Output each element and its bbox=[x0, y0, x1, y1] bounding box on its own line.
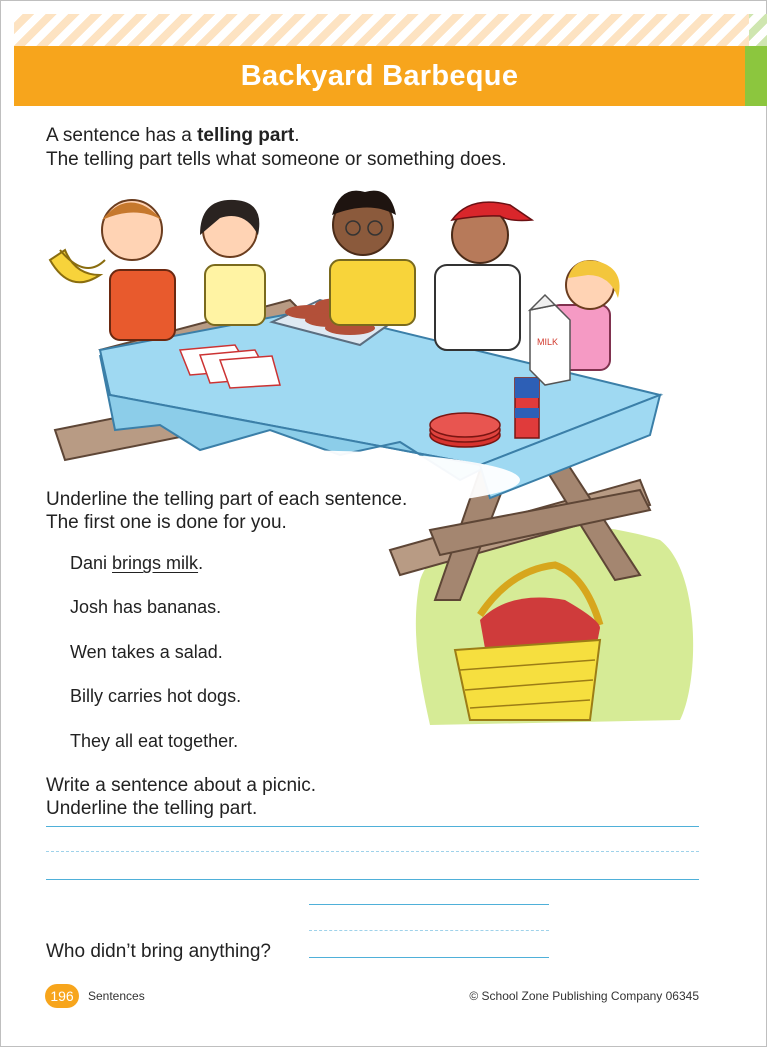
red-plates bbox=[430, 413, 500, 447]
decorative-stripe-tab bbox=[749, 14, 767, 46]
kid-dani bbox=[530, 260, 620, 385]
writing-line-top[interactable] bbox=[46, 826, 699, 827]
intro-line-1: A sentence has a telling part. bbox=[46, 125, 300, 146]
page-number: 196 bbox=[45, 984, 79, 1008]
answer-line-mid[interactable] bbox=[309, 930, 549, 931]
telling-part-term: telling part bbox=[197, 125, 295, 146]
title-bar bbox=[14, 46, 745, 106]
kid-wen bbox=[200, 200, 265, 325]
writing-line-base[interactable] bbox=[46, 879, 699, 880]
decorative-stripe-band bbox=[14, 14, 749, 46]
question: Who didn’t bring anything? bbox=[46, 941, 271, 962]
kid-josh bbox=[102, 200, 175, 340]
title-tab bbox=[745, 46, 767, 106]
answer-line-base[interactable] bbox=[309, 957, 549, 958]
milk-label: MILK bbox=[537, 337, 559, 347]
kid-red-cap bbox=[435, 202, 532, 350]
page-title: Backyard Barbeque bbox=[240, 59, 519, 92]
sentence-3[interactable]: Wen takes a salad. bbox=[70, 642, 223, 662]
sentence-2[interactable]: Josh has bananas. bbox=[70, 597, 222, 617]
answer-line-top[interactable] bbox=[309, 904, 549, 905]
instructions-line-2: The first one is done for you. bbox=[46, 512, 287, 533]
writing-prompt-line-1: Write a sentence about a picnic. bbox=[46, 775, 317, 796]
sentence-1: Dani brings milk. bbox=[70, 553, 204, 573]
bananas bbox=[50, 250, 105, 282]
writing-prompt-line-2: Underline the telling part. bbox=[46, 798, 258, 819]
cup-stack bbox=[515, 378, 539, 438]
sentence-4[interactable]: Billy carries hot dogs. bbox=[70, 686, 242, 706]
instructions-line-1: Underline the telling part of each sentence. bbox=[46, 489, 408, 510]
section-label: Sentences bbox=[88, 989, 145, 1003]
intro-line-2: The telling part tells what someone or something does. bbox=[46, 149, 507, 170]
sentence-5[interactable]: They all eat together. bbox=[70, 731, 239, 751]
kid-billy bbox=[330, 191, 415, 325]
copyright: © School Zone Publishing Company 06345 bbox=[469, 989, 699, 1003]
example-underline: brings milk bbox=[112, 553, 199, 573]
writing-line-mid[interactable] bbox=[46, 851, 699, 852]
